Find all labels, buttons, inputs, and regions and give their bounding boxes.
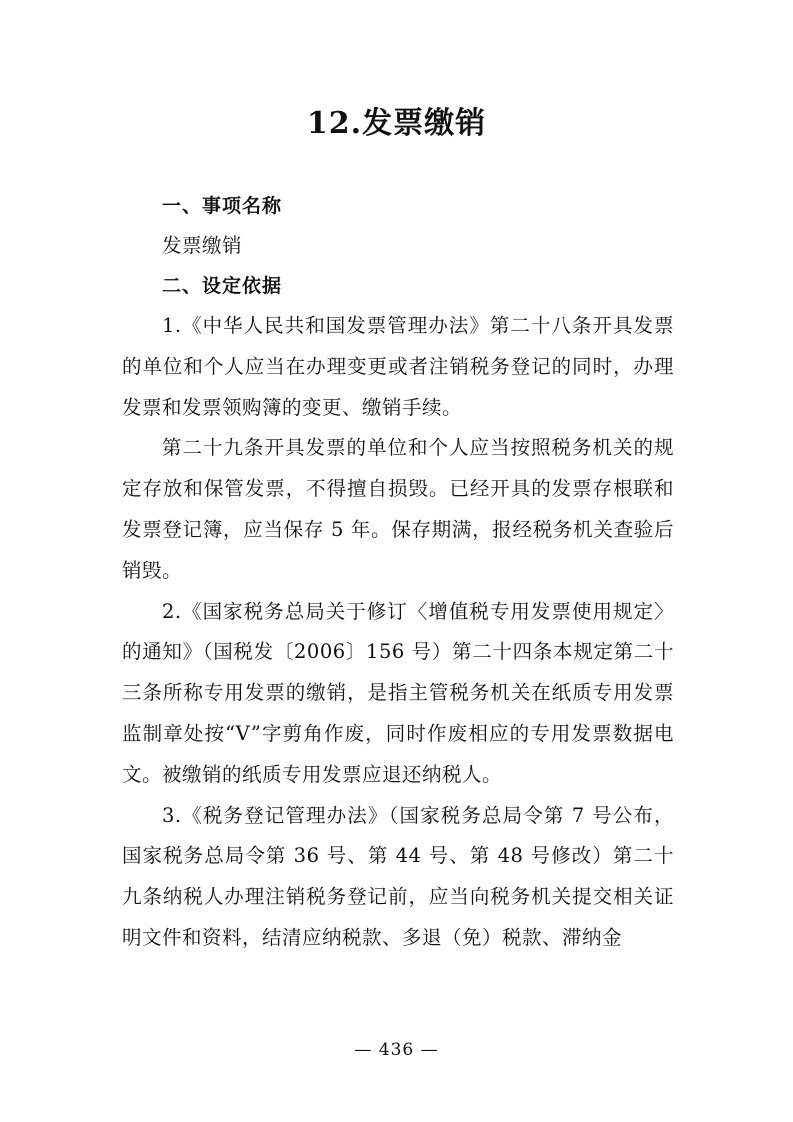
item-name-text: 发票缴销 — [162, 234, 243, 257]
page-title: 12.发票缴销 — [306, 106, 487, 141]
section-heading-item-name: 一、事项名称 — [162, 195, 283, 217]
paragraph-invoice-measures-art28: 1.《中华人民共和国发票管理办法》第二十八条开具发票的单位和个人应当在办理变更或者注销税务登记的同时，办理发票和发票领购簿的变更、缴销手续。 — [122, 314, 674, 419]
paragraph-vat-invoice-notice: 2.《国家税务总局关于修订〈增值税专用发票使用规定〉的通知》（国税发〔2006〕156 号）第二十四条本规定第二十三条所称专用发票的缴销，是指主管税务机关在纸质专用发票监制章处按“V”字剪角作废，同时作废相应的专用发票数据电文。被缴销的纸质专用发票应退还纳税人。 — [122, 599, 674, 786]
section-heading-legal-basis: 二、设定依据 — [162, 275, 283, 297]
paragraph-invoice-measures-art29: 第二十九条开具发票的单位和个人应当按照税务机关的规定存放和保管发票，不得擅自损毁。已经开具的发票存根联和发票登记簿，应当保存 5 年。保存期满，报经税务机关查验后销毁。 — [122, 436, 674, 582]
document-body — [122, 186, 674, 959]
page-number: — 436 — — [354, 1040, 439, 1060]
paragraph-tax-registration-measures: 3.《税务登记管理办法》（国家税务总局令第 7 号公布，国家税务总局令第 36 号、第 44 号、第 48 号修改）第二十九条纳税人办理注销税务登记前，应当向税务机关提交相关证明文件和资料，结清应纳税款、多退（免）税款、滞纳金 — [122, 803, 674, 949]
